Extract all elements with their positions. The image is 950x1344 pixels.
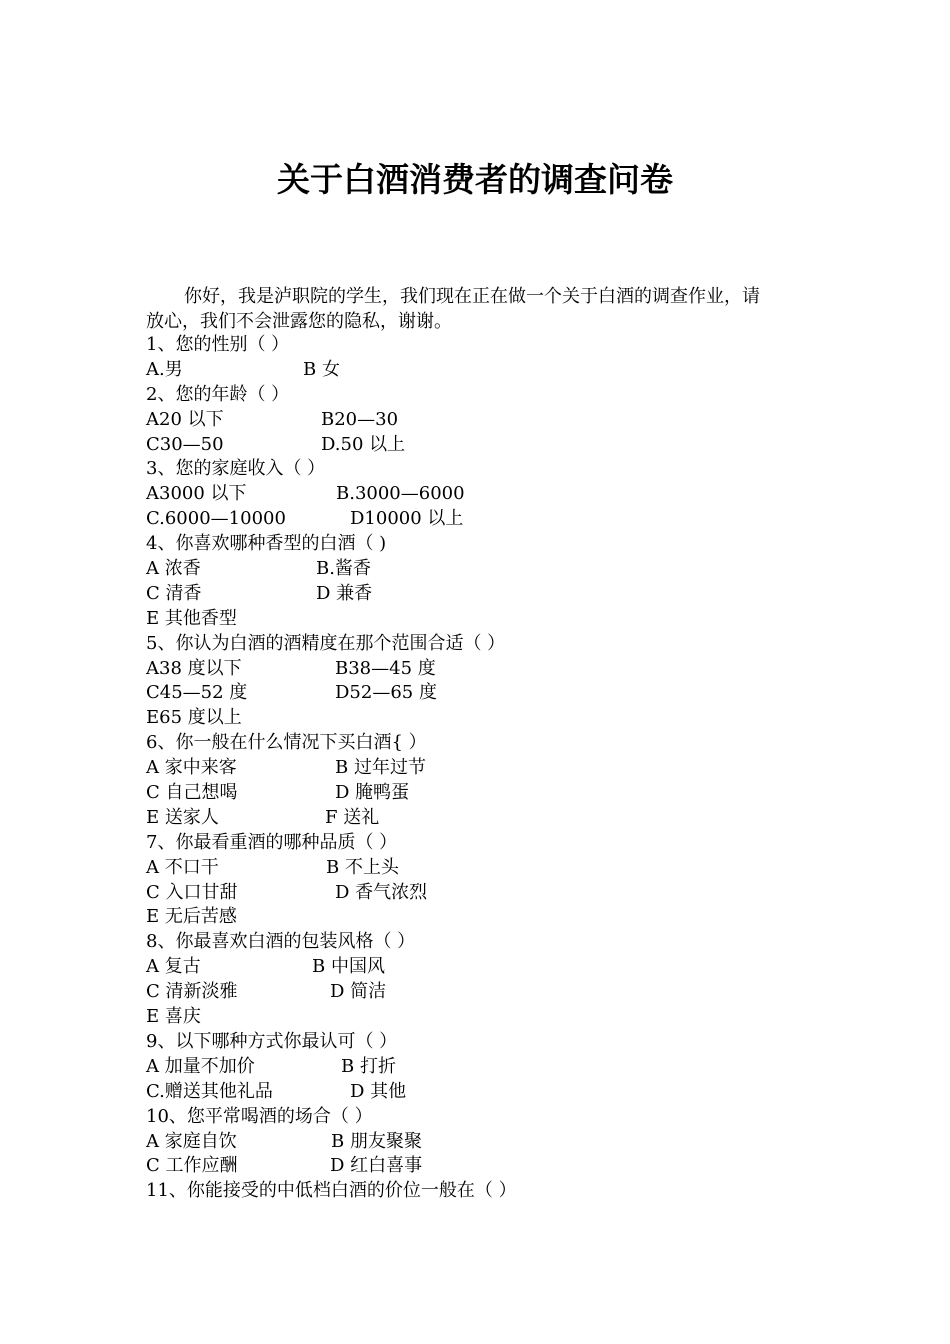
option-line: [146, 607, 826, 632]
option-b-text: F 送礼: [325, 806, 380, 828]
option-a-text: E 无后苦感: [146, 906, 237, 928]
option-a-text: 3、您的家庭收入（ ）: [146, 458, 326, 480]
option-line: [146, 781, 826, 806]
option-line: [146, 681, 826, 706]
question-line: [146, 457, 826, 482]
option-a-text: C 入口甘甜: [146, 881, 238, 903]
option-line: [146, 1130, 826, 1155]
option-line: [146, 358, 826, 383]
option-a-text: A3000 以下: [146, 483, 247, 505]
option-b-text: B38—45 度: [335, 657, 436, 679]
option-a-text: A 不口干: [146, 856, 219, 878]
option-line: [146, 905, 826, 930]
option-a-text: A.男: [146, 358, 183, 380]
question-line: [146, 831, 826, 856]
option-a-text: C45—52 度: [146, 682, 248, 704]
option-b-text: B 朋友聚聚: [331, 1130, 422, 1152]
option-a-text: 1、您的性别（ ）: [146, 334, 290, 355]
option-b-text: B 女: [303, 358, 340, 380]
option-b-text: D 简洁: [330, 981, 387, 1003]
option-a-text: 7、你最看重酒的哪种品质（ ）: [146, 831, 398, 853]
option-b-text: D.50 以上: [321, 433, 406, 455]
option-a-text: 8、你最喜欢白酒的包装风格（ ）: [146, 931, 416, 953]
option-line: [146, 507, 826, 532]
page-title: 关于白酒消费者的调查问卷: [277, 160, 673, 199]
option-b-text: B 过年过节: [335, 757, 426, 779]
question-line: [146, 930, 826, 955]
question-line: [146, 383, 826, 408]
question-line: [146, 333, 826, 358]
option-line: [146, 1005, 826, 1030]
option-b-text: D 红白喜事: [330, 1155, 423, 1177]
option-a-text: 6、你一般在什么情况下买白酒{ ）: [146, 732, 427, 754]
option-a-text: A 复古: [146, 956, 201, 978]
option-a-text: E65 度以上: [146, 707, 242, 729]
option-a-text: C 清新淡雅: [146, 981, 238, 1003]
option-line: [146, 408, 826, 433]
option-a-text: C30—50: [146, 433, 224, 455]
option-b-text: D 其他: [350, 1080, 407, 1102]
intro-paragraph: [146, 284, 811, 334]
question-line: [146, 532, 826, 557]
option-a-text: 4、你喜欢哪种香型的白酒（ ): [146, 533, 387, 555]
option-a-text: C 自己想喝: [146, 782, 238, 804]
question-line: [146, 632, 826, 657]
option-line: [146, 706, 826, 731]
option-a-text: A 加量不加价: [146, 1055, 255, 1077]
question-line: [146, 731, 826, 756]
option-line: [146, 582, 826, 607]
option-a-text: E 其他香型: [146, 607, 237, 629]
option-line: [146, 980, 826, 1005]
option-a-text: 11、你能接受的中低档白酒的价位一般在（ ）: [146, 1180, 517, 1202]
intro-line-1: 你好，我是泸职院的学生，我们现在正在做一个关于白酒的调查作业，请: [184, 286, 760, 307]
option-a-text: 2、您的年龄（ ）: [146, 383, 290, 405]
option-line: [146, 433, 826, 458]
option-a-text: C.赠送其他礼品: [146, 1080, 273, 1102]
option-b-text: B.3000—6000: [336, 483, 465, 505]
option-b-text: D 兼香: [316, 582, 373, 604]
option-a-text: A38 度以下: [146, 657, 242, 679]
option-b-text: D 香气浓烈: [335, 881, 428, 903]
option-b-text: D 腌鸭蛋: [335, 782, 410, 804]
option-a-text: E 送家人: [146, 806, 219, 828]
option-b-text: B20—30: [321, 408, 399, 430]
option-b-text: B 不上头: [326, 856, 399, 878]
option-a-text: A 浓香: [146, 558, 201, 580]
option-b-text: D52—65 度: [335, 682, 437, 704]
option-line: [146, 955, 826, 980]
option-a-text: C.6000—10000: [146, 508, 286, 530]
option-line: [146, 881, 826, 906]
option-a-text: 5、你认为白酒的酒精度在那个范围合适（ ）: [146, 632, 506, 654]
option-line: [146, 657, 826, 682]
option-line: [146, 482, 826, 507]
intro-line-2: 放心，我们不会泄露您的隐私，谢谢。: [146, 311, 452, 332]
option-line: [146, 756, 826, 781]
option-b-text: D10000 以上: [350, 508, 464, 530]
option-b-text: B 中国风: [312, 956, 385, 978]
option-line: [146, 557, 826, 582]
option-line: [146, 856, 826, 881]
option-line: [146, 1154, 826, 1179]
option-a-text: E 喜庆: [146, 1006, 201, 1028]
option-line: [146, 1080, 826, 1105]
question-list: [146, 333, 826, 1204]
option-a-text: 10、您平常喝酒的场合（ ）: [146, 1105, 373, 1127]
option-b-text: B 打折: [341, 1055, 396, 1077]
option-a-text: A 家中来客: [146, 757, 237, 779]
question-line: [146, 1105, 826, 1130]
option-a-text: C 工作应酬: [146, 1155, 238, 1177]
option-b-text: B.酱香: [316, 558, 371, 580]
option-a-text: A 家庭自饮: [146, 1130, 237, 1152]
question-line: [146, 1030, 826, 1055]
option-a-text: A20 以下: [146, 408, 224, 430]
option-line: [146, 806, 826, 831]
option-a-text: C 清香: [146, 582, 202, 604]
option-line: [146, 1055, 826, 1080]
option-a-text: 9、以下哪种方式你最认可（ ）: [146, 1030, 398, 1052]
question-line: [146, 1179, 826, 1204]
